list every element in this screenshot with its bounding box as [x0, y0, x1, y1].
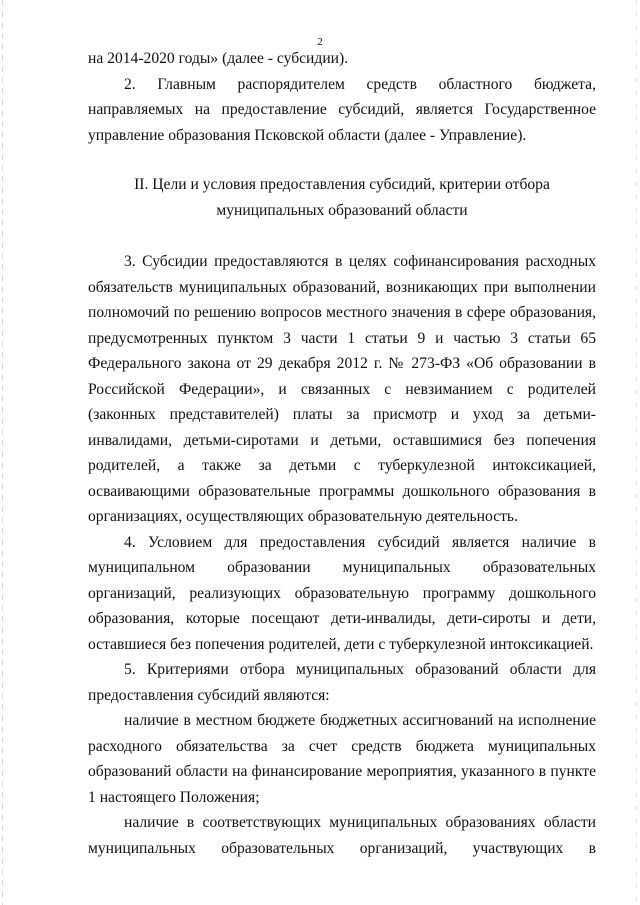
paragraph-3: 3. Субсидии предоставляются в целях софинансирования расходных обязательств муниципальных образований, возникающих при выполнении полномочий по решению вопросов местного значения в сфере образования, предусмотренных пунктом 3 части 1 статьи 9 и частью 3 статьи 65 Федерального закона от 29 декабря 2012 г. № 273-ФЗ «Об образовании в Российской Федерации», и связанных с невзиманием с родителей (законных представителей) платы за присмотр и уход за детьми-инвалидами, детьми-сиротами и детьми, оставшимися без попечения родителей, а также за детьми с туберкулезной интоксикацией, осваивающими образовательные программы дошкольного образования в организациях, осуществляющих образовательную деятельность. [88, 253, 596, 525]
paragraph-4: 4. Условием для предоставления субсидий является наличие в муниципальном образовании муниципальных образовательных организаций, реализующих образовательную программу дошкольного образования, которые посещают дети-инвалиды, дети-сироты и дети, оставшиеся без попечения родителей, дети с туберкулезной интоксикацией. [88, 533, 596, 653]
scan-edge-right [636, 0, 637, 905]
page-number: 2 [317, 36, 323, 48]
paragraph-5: 5. Критериями отбора муниципальных образований области для предоставления субсидий являются: [88, 661, 596, 704]
section-heading-line1: II. Цели и условия предоставления субсидий, критерии отбора [134, 176, 550, 193]
paragraph-5-item-2: наличие в соответствующих муниципальных образованиях области муниципальных образовательных организаций, участвующих в [88, 814, 596, 857]
scan-edge-left [2, 0, 3, 905]
paragraph-1-tail: на 2014-2020 годы» (далее - субсидии). [88, 50, 349, 67]
document-body [88, 46, 596, 861]
section-heading-line2: муниципальных образований области [216, 201, 468, 219]
paragraph-5-item-1: наличие в местном бюджете бюджетных ассигнований на исполнение расходного обязательства за счет средств бюджета муниципальных образований области на финансирование мероприятия, указанного в пункте 1 настоящего Положения; [88, 712, 596, 806]
paragraph-2: 2. Главным распорядителем средств областного бюджета, направляемых на предоставление субсидий, является Государственное управление образования Псковской области (далее - Управление). [88, 75, 596, 144]
